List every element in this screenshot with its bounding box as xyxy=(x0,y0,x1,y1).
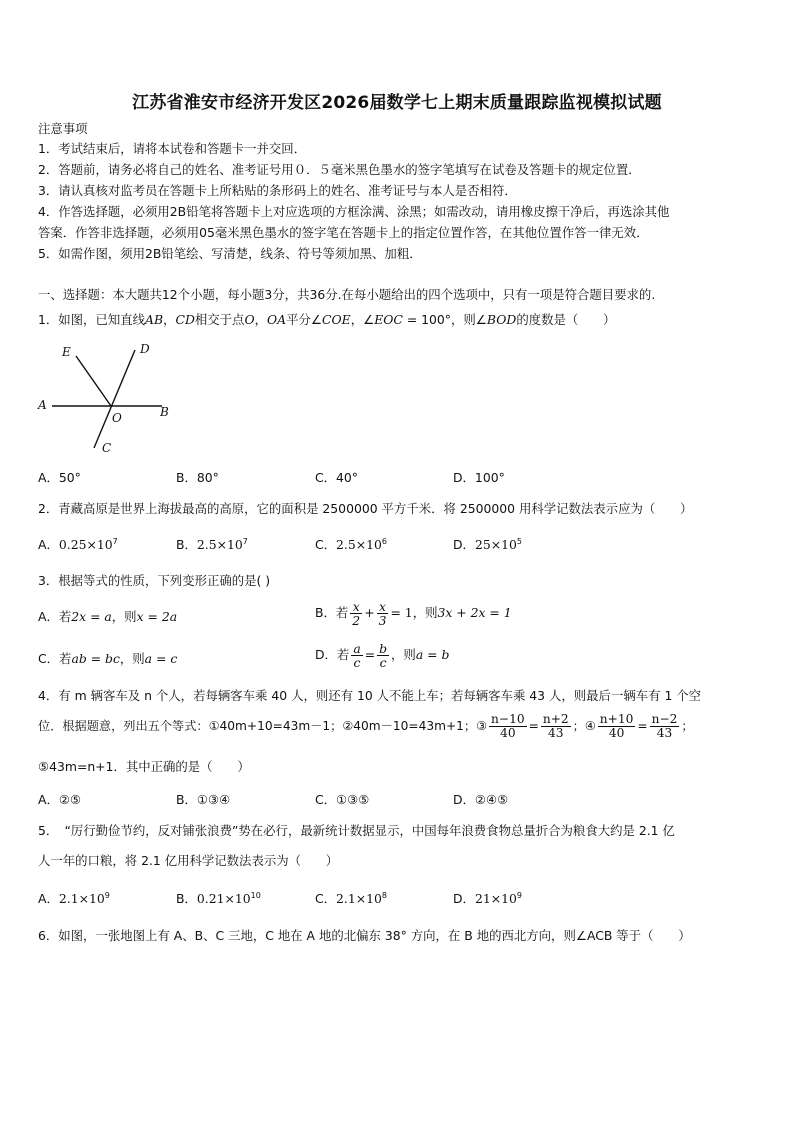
note-item: 1．考试结束后，请将本试卷和答题卡一并交回． xyxy=(38,141,307,156)
q1-bod: BOD xyxy=(486,312,517,327)
question-2-stem: 2．青藏高原是世界上海拔最高的高原，它的面积是 2500000 平方千米．将 2500000 用科学记数法表示应为（ ） xyxy=(38,501,693,516)
fraction xyxy=(541,713,571,740)
section-heading: 一、选择题：本大题共12个小题，每小题3分，共36分.在每小题给出的四个选项中，只有一项是符合题目要求的. xyxy=(38,287,656,302)
question-1-stem xyxy=(38,312,615,328)
operator: = xyxy=(528,719,539,733)
option-expr: = 1 xyxy=(390,605,413,620)
q1-text: ， xyxy=(254,312,268,327)
label-e: E xyxy=(62,345,71,359)
label-o: O xyxy=(112,411,122,425)
q1-ab: AB xyxy=(145,312,164,327)
q2-option-d xyxy=(453,537,522,553)
q2-option-b xyxy=(176,537,248,553)
q3-option-a xyxy=(38,609,177,625)
numerator: n+2 xyxy=(542,712,569,726)
operator: = xyxy=(637,719,648,733)
denominator: c xyxy=(379,655,387,670)
denominator: 2 xyxy=(352,613,361,628)
fraction xyxy=(650,713,680,740)
fraction xyxy=(489,713,527,740)
denominator: 43 xyxy=(656,726,673,740)
fraction xyxy=(377,600,389,627)
fraction xyxy=(351,642,362,669)
option-base: 2.5×10 xyxy=(196,537,243,552)
option-expr: 2x = a xyxy=(71,609,112,624)
note-item: 2．答题前，请务必将自己的姓名、准考证号用０．５毫米黑色墨水的签字笔填写在试卷及答题卡的规定位置． xyxy=(38,162,641,177)
q1-text: 相交于点 xyxy=(194,312,245,327)
q1-figure xyxy=(34,338,174,458)
q1-text: 1．如图，已知直线 xyxy=(38,312,146,327)
option-base: 2.1×10 xyxy=(336,891,382,906)
q4-text: ； xyxy=(681,719,694,733)
question-4-line-1: 4．有 m 辆客车及 n 个人，若每辆客车乘 40 人，则还有 10 人不能上车；若每辆客车乘 43 人，则最后一辆车有 1 个空 xyxy=(38,688,702,703)
q1-text: 平分∠ xyxy=(286,312,323,327)
label-a: A xyxy=(38,398,47,412)
q4-option-b: B．①③④ xyxy=(176,792,231,807)
q1-text: ， xyxy=(163,312,176,327)
option-text: ，则 xyxy=(391,647,416,662)
option-label: D． xyxy=(453,537,475,552)
option-label: A． xyxy=(38,891,59,906)
q5-option-a xyxy=(38,891,110,907)
q1-eoc: EOC xyxy=(374,312,403,327)
option-exp: 7 xyxy=(242,537,248,546)
operator: = xyxy=(364,647,376,662)
label-c: C xyxy=(102,441,112,455)
option-base: 25×10 xyxy=(474,537,517,552)
question-5-line-1: 5． “厉行勤俭节约，反对铺张浪费”势在必行，最新统计数据显示，中国每年浪费食物总量折合为粮食大约是 2.1 亿 xyxy=(38,823,675,838)
q1-text: ，∠ xyxy=(350,312,375,327)
question-4-line-3: ⑤43m=n+1．其中正确的是（ ） xyxy=(38,759,250,774)
q4-option-d: D．②④⑤ xyxy=(453,792,509,807)
numerator: x xyxy=(350,600,362,614)
q4-text: 位．根据题意，列出五个等式：①40m+10=43m－1；②40m－10=43m+1；③ xyxy=(38,719,488,733)
option-label: C．若 xyxy=(38,651,72,666)
q1-option-b: B．80° xyxy=(176,470,219,485)
fraction xyxy=(598,713,636,740)
q1-o: O xyxy=(244,312,255,327)
denominator: c xyxy=(353,655,361,670)
option-label: D．若 xyxy=(315,647,350,662)
q5-option-b xyxy=(176,891,261,907)
option-label: D． xyxy=(453,891,475,906)
question-6-stem: 6．如图，一张地图上有 A、B、C 三地，C 地在 A 地的北偏东 38° 方向，在 B 地的西北方向，则∠ACB 等于（ ） xyxy=(38,928,691,943)
option-label: B． xyxy=(176,537,197,552)
option-text: ，则 xyxy=(119,651,145,666)
option-exp: 8 xyxy=(381,891,387,900)
option-label: B． xyxy=(176,891,197,906)
question-4-line-2 xyxy=(38,713,694,740)
option-expr: a = b xyxy=(415,647,450,662)
numerator: a xyxy=(353,641,361,656)
q1-option-a: A．50° xyxy=(38,470,81,485)
option-base: 21×10 xyxy=(474,891,517,906)
option-exp: 7 xyxy=(112,537,118,546)
q3-option-b xyxy=(315,600,512,627)
q4-text: ；④ xyxy=(572,719,596,733)
denominator: 3 xyxy=(378,613,387,628)
fraction xyxy=(350,600,362,627)
q1-option-d: D．100° xyxy=(453,470,505,485)
option-label: C． xyxy=(315,891,337,906)
question-3-stem: 3．根据等式的性质，下列变形正确的是( ) xyxy=(38,573,271,588)
option-label: A． xyxy=(38,537,59,552)
numerator: n+10 xyxy=(599,712,634,726)
note-item: 答案．作答非选择题，必须用05毫米黑色墨水的签字笔在答题卡上的指定位置作答，在其他位置作答一律无效． xyxy=(38,225,649,240)
option-expr: ab = bc xyxy=(71,651,120,666)
notes-heading: 注意事项 xyxy=(38,121,88,136)
q5-option-d xyxy=(453,891,522,907)
option-expr: x = 2a xyxy=(136,609,178,624)
option-label: A．若 xyxy=(38,609,72,624)
option-label: B．若 xyxy=(315,605,349,620)
q4-option-c: C．①③⑤ xyxy=(315,792,370,807)
option-base: 2.1×10 xyxy=(58,891,105,906)
numerator: b xyxy=(379,641,388,656)
option-base: 2.5×10 xyxy=(336,537,382,552)
option-expr: a = c xyxy=(144,651,178,666)
ray-oe xyxy=(76,356,111,406)
question-5-line-2: 人一年的口粮，将 2.1 亿用科学记数法表示为（ ） xyxy=(38,853,339,868)
q1-option-c: C．40° xyxy=(315,470,359,485)
fraction xyxy=(377,642,389,669)
q1-text: 的度数是（ ） xyxy=(516,312,616,327)
option-exp: 5 xyxy=(516,537,522,546)
option-expr: 3x + 2x = 1 xyxy=(437,605,512,620)
option-base: 0.25×10 xyxy=(58,537,113,552)
option-exp: 6 xyxy=(381,537,387,546)
numerator: n−2 xyxy=(651,712,678,726)
q1-coe: COE xyxy=(322,312,351,327)
denominator: 40 xyxy=(608,726,625,740)
q2-option-a xyxy=(38,537,118,553)
option-exp: 9 xyxy=(516,891,522,900)
option-text: ，则 xyxy=(412,605,438,620)
option-exp: 10 xyxy=(250,891,261,900)
q1-oa: OA xyxy=(267,312,287,327)
option-label: C． xyxy=(315,537,337,552)
numerator: x xyxy=(377,600,389,614)
q3-option-c xyxy=(38,651,177,667)
label-d: D xyxy=(140,342,150,356)
q1-cd: CD xyxy=(175,312,195,327)
denominator: 43 xyxy=(548,726,564,740)
option-text: ，则 xyxy=(111,609,137,624)
option-base: 0.21×10 xyxy=(196,891,251,906)
q1-text: = 100°，则∠ xyxy=(402,312,487,327)
operator: + xyxy=(364,605,375,620)
q4-option-a: A．②⑤ xyxy=(38,792,82,807)
note-item: 3．请认真核对监考员在答题卡上所粘贴的条形码上的姓名、准考证号与本人是否相符． xyxy=(38,183,517,198)
line-cd xyxy=(94,350,135,448)
option-exp: 9 xyxy=(104,891,110,900)
label-b: B xyxy=(160,405,169,419)
denominator: 40 xyxy=(500,726,516,740)
q5-option-c xyxy=(315,891,387,907)
exam-title: 江苏省淮安市经济开发区2026届数学七上期末质量跟踪监视模拟试题 xyxy=(132,93,662,113)
numerator: n−10 xyxy=(491,712,525,726)
note-item: 4．作答选择题，必须用2B铅笔将答题卡上对应选项的方框涂满、涂黑；如需改动，请用橡皮擦干净后，再选涂其他 xyxy=(38,204,670,219)
q2-option-c xyxy=(315,537,387,553)
note-item: 5．如需作图，须用2B铅笔绘、写清楚，线条、符号等须加黑、加粗． xyxy=(38,246,422,261)
q3-option-d xyxy=(315,642,449,669)
